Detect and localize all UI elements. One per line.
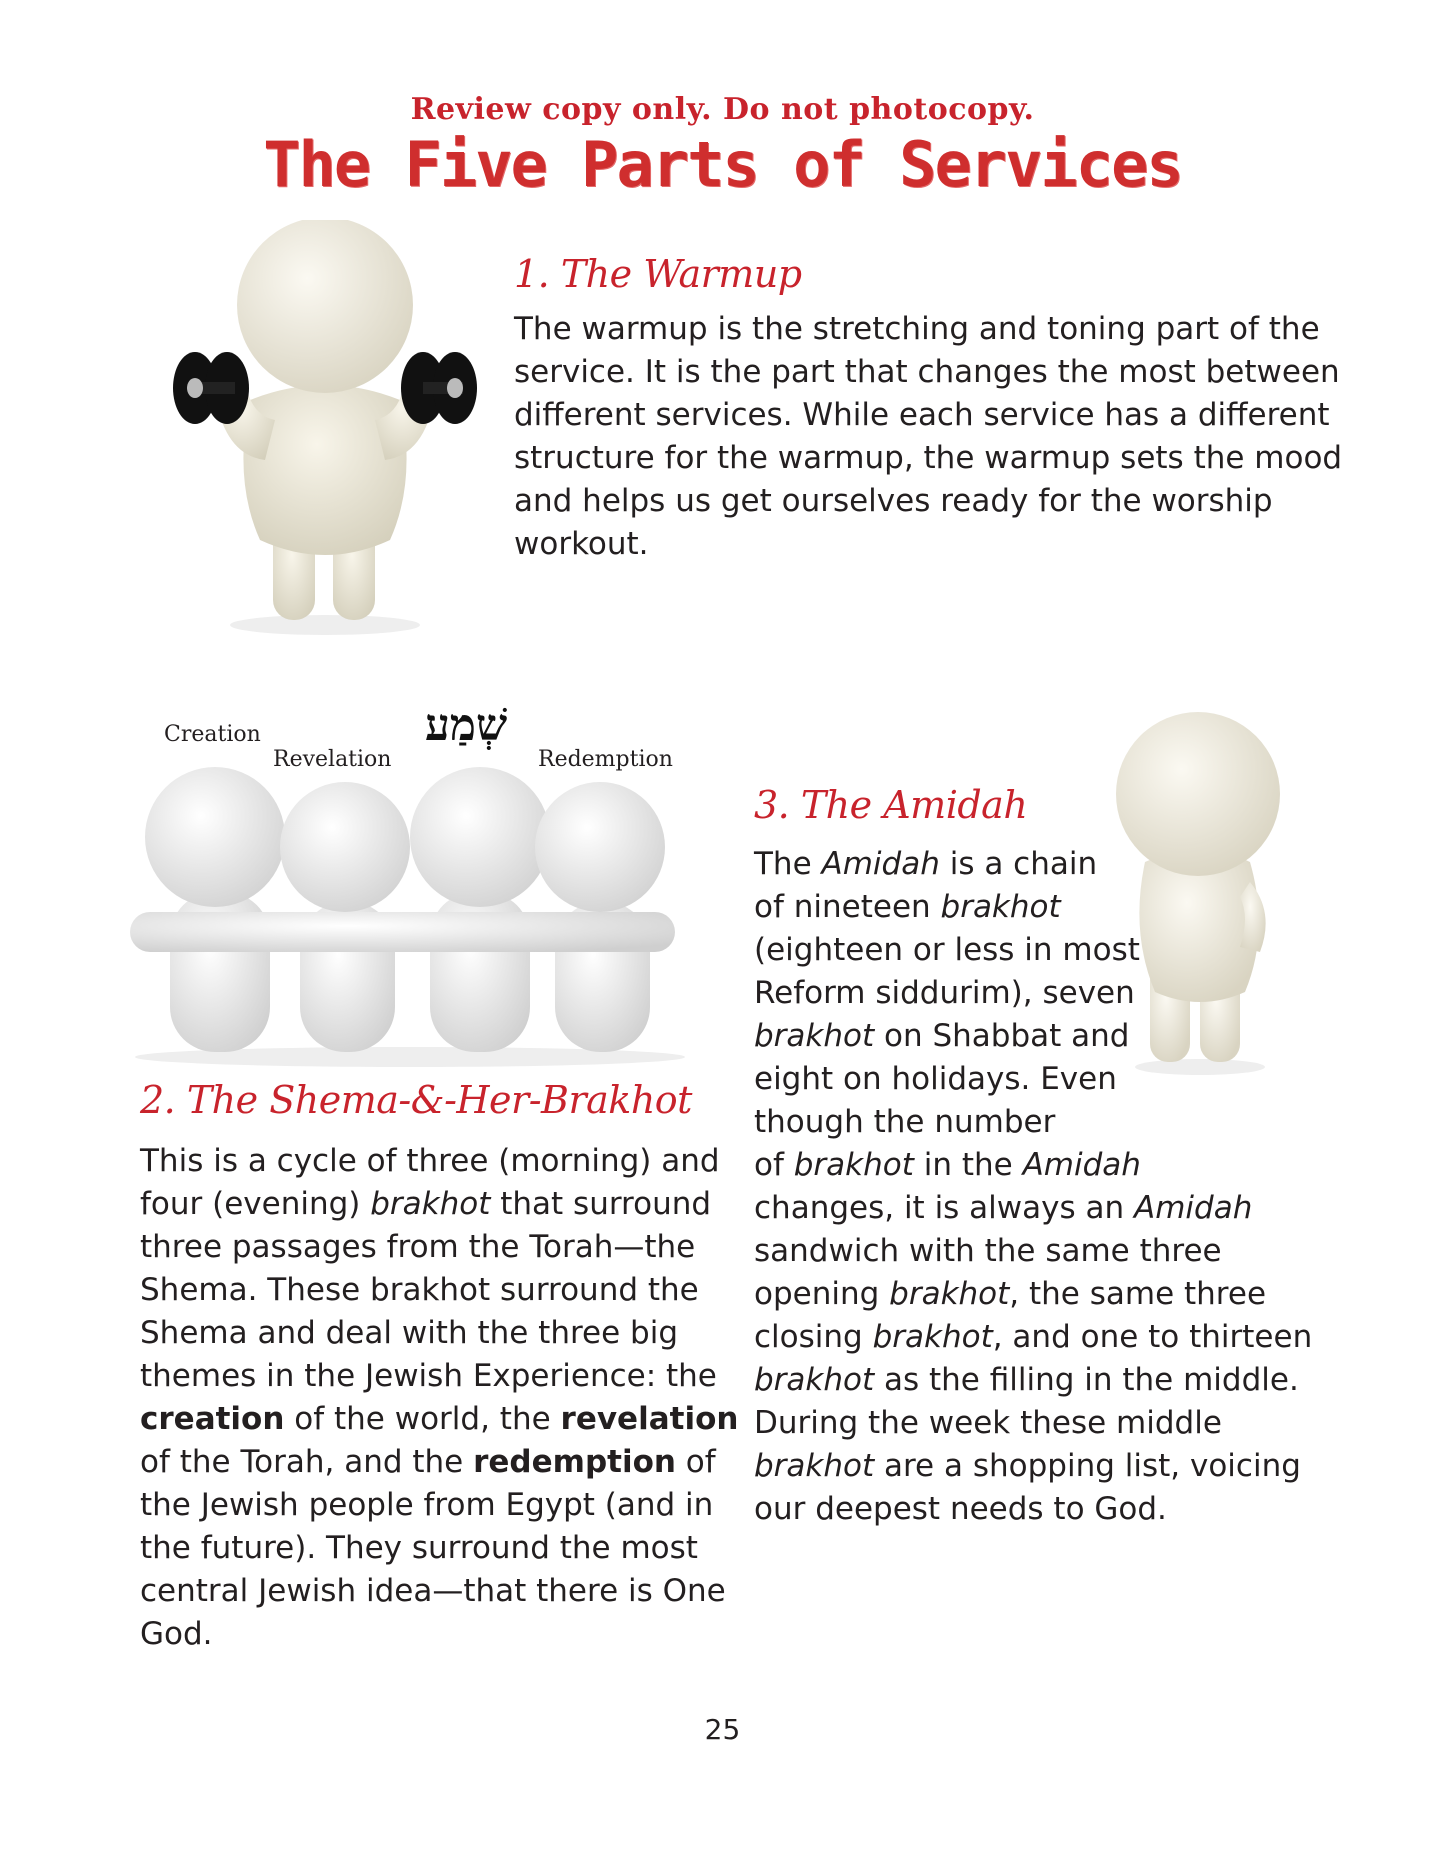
text-span: This is a cycle of three (morning) and [140,1143,720,1179]
page-number: 25 [704,1713,741,1746]
shema-hebrew: שְׁמַע [425,700,508,751]
text-span: Reform siddurim), seven [754,975,1135,1011]
term-brakhot: brakhot [754,1018,875,1054]
term-brakhot: brakhot [872,1319,993,1355]
text-span: sandwich with the same three [754,1233,1222,1269]
section-3-body [754,843,1312,1531]
text-span: three passages from the Torah—the [140,1229,696,1265]
text-line [140,1613,738,1656]
section-2-body [140,1140,738,1656]
text-span: of [754,1147,794,1183]
text-span: of nineteen [754,889,941,925]
term-amidah: Amidah [1022,1147,1141,1183]
text-span: opening [754,1276,890,1312]
text-line [140,1140,738,1183]
text-line [140,1570,738,1613]
text-span: of the Torah, and the [140,1444,474,1480]
text-span: central Jewish idea—that there is One [140,1573,726,1609]
term-brakhot: brakhot [889,1276,1010,1312]
section-1-heading: 1. The Warmup [514,252,802,296]
text-span: in the [913,1147,1023,1183]
text-span: , the same three [1009,1276,1267,1312]
text-line [754,1144,1312,1187]
text-line [754,1359,1312,1402]
text-span: God. [140,1616,213,1652]
linked-figures [130,762,690,1067]
text-span: Shema. These brakhot surround the [140,1272,699,1308]
label-redemption: Redemption [538,747,673,772]
text-span: themes in the Jewish Experience: the [140,1358,717,1394]
text-line [754,1230,1312,1273]
section-1-body: The warmup is the stretching and toning part of the service. It is the part that changes the most between different services. While each service has a different structure for the warmup, the warmup sets the mood and helps us get ourselves ready for the worship workout. [514,311,1343,562]
text-line [140,1355,738,1398]
text-span: is a chain [939,846,1098,882]
text-span: changes, it is always an [754,1190,1134,1226]
text-span: as the filling in the middle. [874,1362,1299,1398]
term-brakhot: brakhot [754,1362,875,1398]
term-amidah: Amidah [821,846,940,882]
term-creation: creation [140,1401,285,1437]
text-span: eight on holidays. Even [754,1061,1117,1097]
term-revelation: revelation [560,1401,739,1437]
text-line [140,1441,738,1484]
text-line [754,972,1312,1015]
text-line [140,1183,738,1226]
label-revelation: Revelation [273,747,392,772]
text-span: though the number [754,1104,1056,1140]
term-brakhot: brakhot [793,1147,914,1183]
text-span: , and one to thirteen [992,1319,1313,1355]
text-span: of [675,1444,716,1480]
text-line [140,1398,738,1441]
text-span: are a shopping list, voicing [874,1448,1301,1484]
term-brakhot: brakhot [754,1448,875,1484]
text-span: The [754,846,822,882]
text-span: that surround [490,1186,712,1222]
text-line [140,1484,738,1527]
term-brakhot: brakhot [940,889,1061,925]
text-span: of the world, the [284,1401,561,1437]
text-span: (eighteen or less in most [754,932,1140,968]
section-3-heading: 3. The Amidah [754,783,1028,827]
text-line [754,1316,1312,1359]
text-line [140,1527,738,1570]
term-redemption: redemption [473,1444,676,1480]
text-line [754,843,1312,886]
section-2-heading: 2. The Shema-&-Her-Brakhot [140,1078,692,1122]
text-span: our deepest needs to God. [754,1491,1167,1527]
term-brakhot: brakhot [370,1186,491,1222]
text-span: on Shabbat and [874,1018,1130,1054]
text-line [754,1402,1312,1445]
page-title: The Five Parts of Services [263,128,1182,201]
term-amidah: Amidah [1134,1190,1253,1226]
weightlifter-figure [155,220,500,640]
text-line [754,886,1312,929]
text-line [140,1226,738,1269]
text-span: the future). They surround the most [140,1530,698,1566]
text-line [754,1488,1312,1531]
text-line [754,1273,1312,1316]
text-line [754,1015,1312,1058]
text-line [140,1312,738,1355]
label-creation: Creation [164,722,261,747]
text-line [140,1269,738,1312]
text-line [754,1187,1312,1230]
text-span: four (evening) [140,1186,371,1222]
text-span: closing [754,1319,873,1355]
review-notice: Review copy only. Do not photocopy. [410,92,1035,127]
text-span: Shema and deal with the three big [140,1315,679,1351]
text-span: During the week these middle [754,1405,1222,1441]
text-line [754,1058,1312,1101]
text-line [754,929,1312,972]
text-span: the Jewish people from Egypt (and in [140,1487,714,1523]
text-line [754,1101,1312,1144]
text-line [754,1445,1312,1488]
